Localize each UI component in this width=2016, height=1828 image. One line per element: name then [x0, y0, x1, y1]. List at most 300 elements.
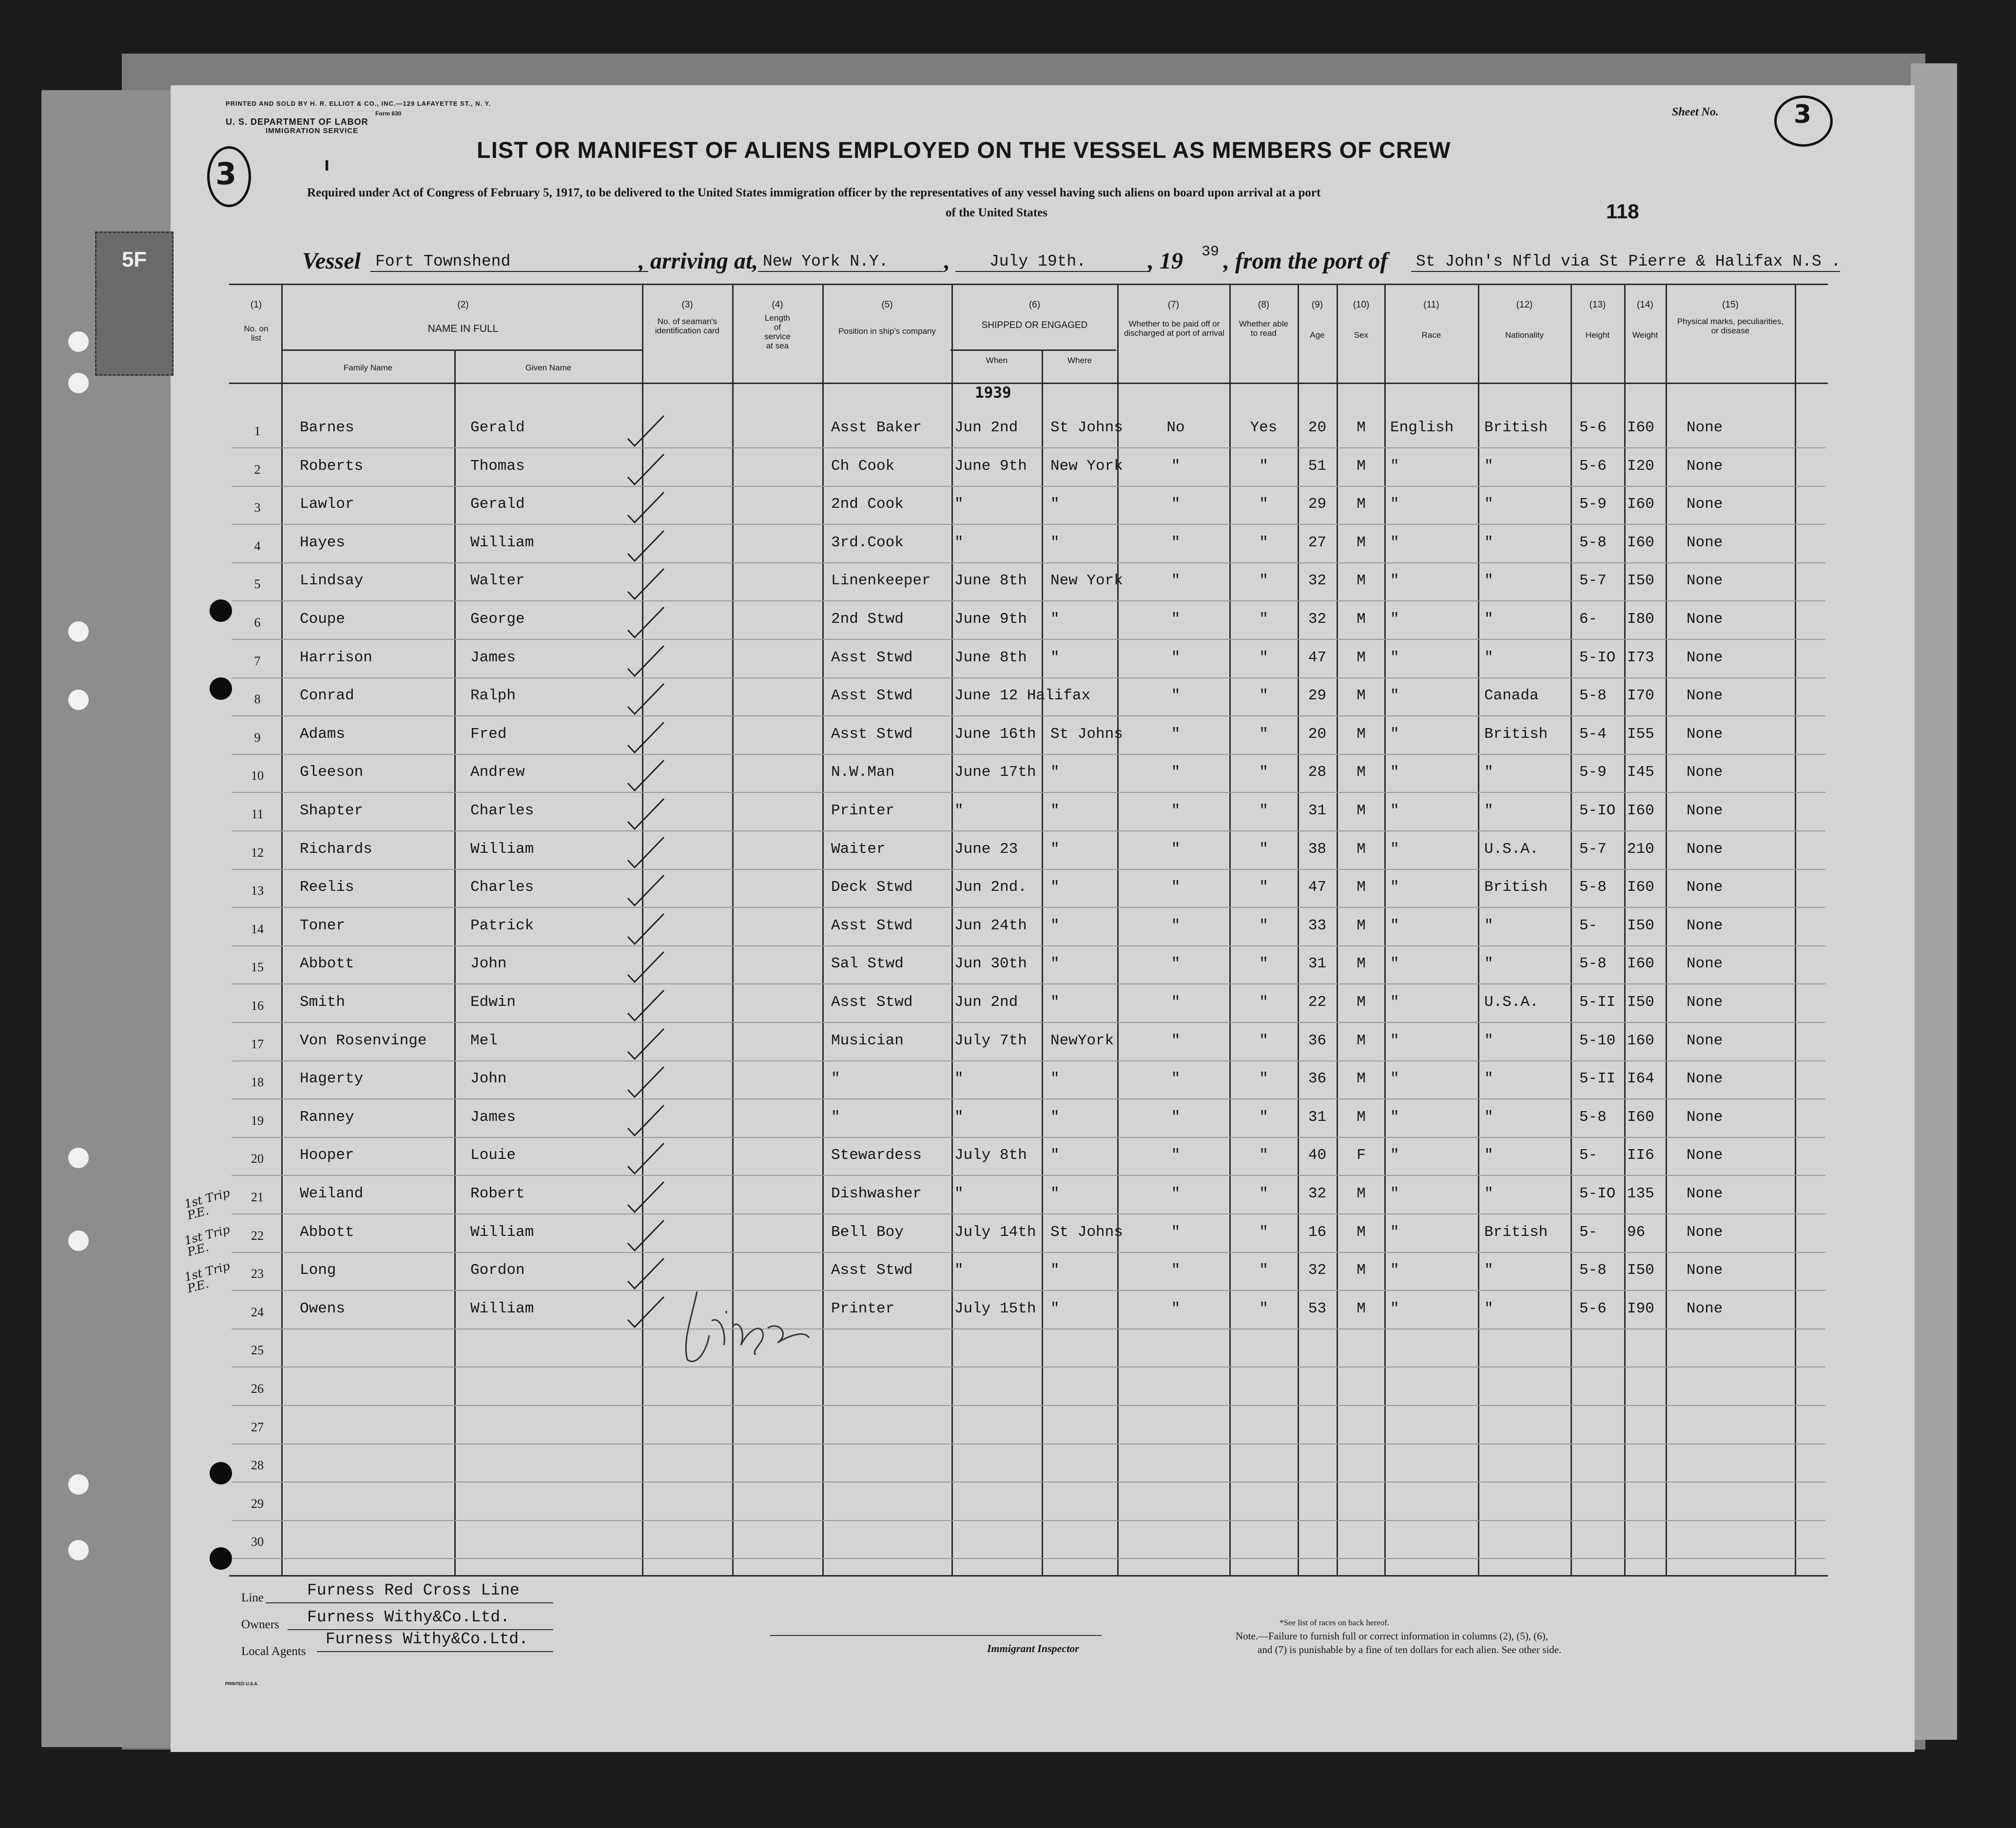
sheet-number-label: Sheet No.	[1672, 106, 1719, 118]
header-bottom-rule	[229, 383, 1828, 384]
cell-age: 22	[1308, 994, 1327, 1011]
cell-race: "	[1390, 725, 1399, 743]
cell-nationality: U.S.A.	[1484, 840, 1539, 858]
cell-read: "	[1259, 1032, 1268, 1049]
revenue-stamp	[95, 231, 174, 376]
row-number: 23	[251, 1267, 264, 1281]
cell-race: "	[1390, 572, 1399, 590]
cell-race: "	[1390, 802, 1399, 819]
col-divider	[951, 284, 953, 1575]
cell-weight: I50	[1627, 572, 1654, 590]
cell-family: Gleeson	[300, 764, 364, 781]
cell-where: "	[1050, 917, 1060, 934]
cell-given: William	[470, 534, 534, 551]
cell-family: Von Rosenvinge	[300, 1032, 427, 1049]
cell-nationality: "	[1484, 1185, 1493, 1202]
cell-given: William	[470, 1300, 534, 1317]
cell-paid: No	[1166, 419, 1185, 436]
cell-race: "	[1390, 1070, 1399, 1088]
row-rule	[232, 1060, 1825, 1061]
stamp-text: 5F	[121, 248, 147, 271]
cell-sex: M	[1357, 1032, 1366, 1049]
cell-paid: "	[1171, 917, 1181, 934]
race-note: *See list of races on back hereof.	[1279, 1618, 1390, 1627]
cell-age: 33	[1308, 917, 1327, 934]
check-mark	[624, 910, 668, 951]
cell-when: Jun 2nd	[954, 419, 1018, 436]
cell-age: 40	[1308, 1147, 1327, 1164]
sheet-number-value: 3	[1794, 100, 1812, 129]
row-number: 17	[251, 1037, 264, 1051]
cell-marks: None	[1686, 649, 1723, 666]
cell-sex: F	[1357, 1147, 1366, 1164]
row-number: 16	[251, 999, 264, 1013]
owners-label: Owners	[241, 1618, 279, 1631]
row-number: 13	[251, 884, 264, 898]
check-mark	[624, 450, 668, 492]
cell-read: "	[1259, 764, 1268, 781]
cell-given: William	[470, 840, 534, 858]
row-number: 9	[254, 730, 261, 745]
cell-family: Reelis	[300, 879, 354, 896]
row-number: 19	[251, 1113, 264, 1128]
inspector-signature	[678, 1277, 819, 1374]
cell-height: 5-IO	[1579, 1185, 1616, 1202]
cell-position: Asst Stwd	[831, 687, 913, 705]
cell-sex: M	[1357, 879, 1366, 896]
cell-weight: I60	[1627, 879, 1654, 896]
cell-weight: I64	[1627, 1070, 1654, 1088]
cell-height: 5-8	[1579, 879, 1607, 896]
cell-when: "	[954, 1070, 964, 1088]
cell-given: Walter	[470, 572, 525, 590]
cell-weight: I70	[1627, 687, 1654, 705]
cell-weight: I60	[1627, 534, 1654, 551]
cell-nationality: "	[1484, 1032, 1493, 1049]
row-rule	[232, 754, 1825, 755]
cell-sex: M	[1357, 419, 1366, 436]
cell-age: 47	[1308, 879, 1327, 896]
cell-given: Andrew	[470, 764, 525, 781]
col2-family-label: Family Name	[343, 363, 393, 372]
col12-label: Nationality	[1505, 330, 1544, 340]
cell-sex: M	[1357, 802, 1366, 819]
cell-family: Adams	[300, 725, 346, 743]
cell-position: Asst Stwd	[831, 725, 913, 743]
cell-where: St Johns	[1050, 725, 1123, 743]
cell-family: Toner	[300, 917, 346, 934]
cell-paid: "	[1171, 534, 1181, 551]
cell-sex: M	[1357, 917, 1366, 934]
col1-number: (1)	[250, 300, 262, 310]
col1-label: No. on list	[244, 324, 269, 343]
col-divider	[1042, 349, 1043, 1575]
cell-where: "	[1050, 649, 1060, 666]
cell-when: June 23	[954, 840, 1018, 858]
punch-hole	[68, 1540, 89, 1560]
col10-label: Sex	[1354, 330, 1369, 340]
col7-label: Whether to be paid off or discharged at port of arrival	[1124, 319, 1224, 338]
cell-when: "	[954, 1185, 964, 1202]
cell-where: St Johns	[1050, 1223, 1123, 1241]
cell-height: 5-8	[1579, 534, 1607, 551]
cell-where: "	[1050, 994, 1060, 1011]
cell-weight: 210	[1627, 840, 1654, 858]
cell-read: "	[1259, 687, 1268, 705]
cell-age: 28	[1308, 764, 1327, 781]
cell-when: "	[954, 802, 964, 819]
cell-nationality: "	[1484, 917, 1493, 934]
col15-number: (15)	[1722, 300, 1739, 310]
cell-nationality: "	[1484, 802, 1493, 819]
departure-port: St John's Nfld via St Pierre & Halifax N.S .	[1416, 252, 1841, 270]
cell-given: Fred	[470, 725, 507, 743]
cell-read: "	[1259, 457, 1268, 475]
row-rule	[232, 1366, 1825, 1367]
service-name: IMMIGRATION SERVICE	[266, 127, 359, 135]
cell-family: Roberts	[300, 457, 364, 475]
page-number: 118	[1606, 200, 1639, 223]
cell-position: Sal Stwd	[831, 955, 904, 973]
cell-weight: 135	[1627, 1185, 1654, 1202]
cell-sex: M	[1357, 1070, 1366, 1088]
punch-hole	[68, 1148, 89, 1168]
row-number: 29	[251, 1496, 264, 1511]
year-prefix: , 19	[1148, 248, 1183, 274]
check-mark	[624, 1178, 668, 1219]
cell-weight: I60	[1627, 955, 1654, 973]
cell-read: "	[1259, 1070, 1268, 1088]
cell-age: 20	[1308, 419, 1327, 436]
row-rule	[232, 830, 1825, 831]
cell-given: Thomas	[470, 457, 525, 475]
cell-height: 5-6	[1579, 457, 1607, 475]
col8-number: (8)	[1258, 300, 1270, 310]
cell-sex: M	[1357, 994, 1366, 1011]
cell-age: 29	[1308, 496, 1327, 513]
cell-weight: I73	[1627, 649, 1654, 666]
cell-where: "	[1050, 496, 1060, 513]
cell-family: Lindsay	[300, 572, 364, 590]
cell-nationality: "	[1484, 611, 1493, 628]
row-number: 12	[251, 845, 264, 860]
cell-weight: I50	[1627, 1262, 1654, 1279]
row-number: 22	[251, 1228, 264, 1243]
check-mark	[624, 488, 668, 530]
cell-nationality: British	[1484, 725, 1548, 743]
cell-nationality: "	[1484, 649, 1493, 666]
cell-family: Abbott	[300, 1223, 354, 1241]
row-number: 20	[251, 1152, 264, 1166]
cell-nationality: "	[1484, 534, 1493, 551]
date-separator: ,	[943, 248, 949, 274]
col6-where-label: Where	[1067, 356, 1092, 365]
cell-marks: None	[1686, 1108, 1723, 1126]
cell-where: New York	[1050, 572, 1123, 590]
agents-underline	[317, 1651, 553, 1652]
cell-weight: I80	[1627, 611, 1654, 628]
cell-height: 5-	[1579, 917, 1598, 934]
cell-where: "	[1050, 1108, 1060, 1126]
cell-nationality: British	[1484, 1223, 1548, 1241]
cell-age: 32	[1308, 611, 1327, 628]
cell-age: 29	[1308, 687, 1327, 705]
table-top-rule	[229, 284, 1828, 285]
check-mark	[624, 527, 668, 568]
row-rule	[232, 1558, 1825, 1559]
cell-sex: M	[1357, 1223, 1366, 1241]
cell-marks: None	[1686, 1300, 1723, 1317]
col6-label: SHIPPED OR ENGAGED	[981, 320, 1088, 330]
cell-paid: "	[1171, 1300, 1181, 1317]
cell-sex: M	[1357, 649, 1366, 666]
cell-read: "	[1259, 802, 1268, 819]
binder-hole	[210, 599, 232, 622]
row-rule	[232, 486, 1825, 487]
cell-paid: "	[1171, 1108, 1181, 1126]
row-number: 25	[251, 1343, 264, 1358]
cell-weight: I50	[1627, 917, 1654, 934]
col9-label: Age	[1310, 330, 1325, 340]
cell-when: July 8th	[954, 1147, 1027, 1164]
cell-position: Stewardess	[831, 1147, 922, 1164]
cell-paid: "	[1171, 764, 1181, 781]
row-rule	[232, 639, 1825, 640]
cell-family: Shapter	[300, 802, 364, 819]
cell-given: John	[470, 955, 507, 973]
cell-paid: "	[1171, 802, 1181, 819]
check-mark	[624, 1254, 668, 1296]
col-divider	[1795, 284, 1796, 1575]
cell-position: Deck Stwd	[831, 879, 913, 896]
cell-when: June 16th	[954, 725, 1036, 743]
check-mark	[624, 1139, 668, 1181]
binder-hole	[210, 1462, 232, 1484]
col2-label: NAME IN FULL	[427, 323, 499, 334]
row-rule	[232, 524, 1825, 525]
cell-age: 31	[1308, 802, 1327, 819]
cell-sex: M	[1357, 840, 1366, 858]
punch-hole	[68, 1474, 89, 1495]
cell-family: Hayes	[300, 534, 346, 551]
cell-paid: "	[1171, 840, 1181, 858]
form-number: Form 630	[375, 110, 402, 117]
cell-weight: I90	[1627, 1300, 1654, 1317]
cell-family: Smith	[300, 994, 346, 1011]
cell-position: Waiter	[831, 840, 886, 858]
cell-family: Richards	[300, 840, 372, 858]
row-rule	[232, 907, 1825, 908]
row-number: 18	[251, 1075, 264, 1090]
cell-paid: "	[1171, 1070, 1181, 1088]
margin-note: 1st Trip P.E.	[183, 1222, 232, 1259]
cell-marks: None	[1686, 994, 1723, 1011]
cell-family: Harrison	[300, 649, 372, 666]
cell-height: 5-6	[1579, 419, 1607, 436]
check-mark	[624, 1063, 668, 1104]
row-number: 6	[254, 616, 261, 630]
cell-given: Robert	[470, 1185, 525, 1202]
punch-hole	[68, 1231, 89, 1251]
cell-race: "	[1390, 764, 1399, 781]
cell-paid: "	[1171, 611, 1181, 628]
cell-where: "	[1050, 879, 1060, 896]
cell-position: Dishwasher	[831, 1185, 922, 1202]
check-mark	[624, 680, 668, 721]
cell-height: 5-10	[1579, 1032, 1616, 1049]
row-rule	[232, 869, 1825, 870]
row-number: 28	[251, 1458, 264, 1473]
cell-when: "	[954, 1108, 964, 1126]
cell-family: Long	[300, 1262, 336, 1279]
row-number: 4	[254, 539, 261, 553]
cell-family: Hagerty	[300, 1070, 364, 1088]
row-number: 1	[254, 424, 261, 438]
cell-paid: "	[1171, 572, 1181, 590]
col-divider	[454, 349, 456, 1575]
col14-label: Weight	[1632, 330, 1658, 340]
cell-where: "	[1050, 1262, 1060, 1279]
row-number: 5	[254, 577, 261, 592]
cell-race: "	[1390, 917, 1399, 934]
cell-family: Coupe	[300, 611, 346, 628]
cell-height: 5-9	[1579, 764, 1607, 781]
cell-read: "	[1259, 840, 1268, 858]
cell-read: "	[1259, 917, 1268, 934]
cell-nationality: "	[1484, 1108, 1493, 1126]
row-rule	[232, 945, 1825, 946]
cell-sex: M	[1357, 611, 1366, 628]
penalty-note-line-2: and (7) is punishable by a fine of ten dollars for each alien. See other side.	[1258, 1644, 1562, 1655]
cell-height: 5-8	[1579, 955, 1607, 973]
cell-height: 5-7	[1579, 840, 1607, 858]
col4-label: Length of service at sea	[764, 313, 791, 350]
cell-when: Jun 30th	[954, 955, 1027, 973]
arrival-port: New York N.Y.	[763, 252, 889, 270]
check-mark	[624, 795, 668, 836]
cell-age: 36	[1308, 1032, 1327, 1049]
agents-value: Furness Withy&Co.Ltd.	[326, 1630, 528, 1648]
cell-sex: M	[1357, 955, 1366, 973]
row-rule	[232, 1098, 1825, 1099]
cell-paid: "	[1171, 994, 1181, 1011]
cell-paid: "	[1171, 1147, 1181, 1164]
department-name: U. S. DEPARTMENT OF LABOR	[226, 117, 368, 127]
arrival-date: July 19th.	[989, 252, 1086, 270]
col9-number: (9)	[1311, 300, 1323, 310]
cell-weight: I60	[1627, 419, 1654, 436]
cell-nationality: "	[1484, 1262, 1493, 1279]
cell-when: July 7th	[954, 1032, 1027, 1049]
penalty-note-line-1: Note.—Failure to furnish full or correct information in columns (2), (5), (6),	[1236, 1630, 1548, 1642]
cell-position: N.W.Man	[831, 764, 895, 781]
cell-marks: None	[1686, 687, 1723, 705]
cell-nationality: "	[1484, 1070, 1493, 1088]
row-number: 24	[251, 1305, 264, 1319]
cell-family: Barnes	[300, 419, 354, 436]
vessel-underline	[370, 271, 648, 272]
row-number: 7	[254, 654, 261, 668]
check-mark	[624, 1101, 668, 1143]
row-number: 2	[254, 462, 261, 477]
cell-position: Asst Stwd	[831, 994, 913, 1011]
agents-label: Local Agents	[241, 1645, 306, 1658]
cell-paid: "	[1171, 1223, 1181, 1241]
cell-height: 5-8	[1579, 687, 1607, 705]
cell-marks: None	[1686, 534, 1723, 551]
line-value: Furness Red Cross Line	[307, 1581, 520, 1599]
cell-weight: 96	[1627, 1223, 1646, 1241]
cell-nationality: British	[1484, 879, 1548, 896]
cell-sex: M	[1357, 1262, 1366, 1279]
cell-race: "	[1390, 994, 1399, 1011]
col10-number: (10)	[1353, 300, 1370, 310]
cell-when: June 8th	[954, 572, 1027, 590]
cell-read: "	[1259, 1262, 1268, 1279]
cell-where: "	[1050, 802, 1060, 819]
col5-number: (5)	[881, 300, 893, 310]
cell-position: 2nd Cook	[831, 496, 904, 513]
cell-height: 5-4	[1579, 725, 1607, 743]
cell-family: Owens	[300, 1300, 346, 1317]
col-divider	[732, 284, 734, 1575]
cell-paid: "	[1171, 1032, 1181, 1049]
cell-marks: None	[1686, 572, 1723, 590]
cell-given: Gerald	[470, 496, 525, 513]
cell-race: "	[1390, 1108, 1399, 1126]
inspector-signature-line	[770, 1635, 1102, 1636]
cell-height: 5-8	[1579, 1262, 1607, 1279]
col-divider	[1570, 284, 1572, 1575]
row-rule	[232, 1022, 1825, 1023]
cell-height: 5-IO	[1579, 802, 1616, 819]
cell-nationality: "	[1484, 1300, 1493, 1317]
cell-age: 32	[1308, 572, 1327, 590]
cell-when: June 9th	[954, 611, 1027, 628]
cell-when: "	[954, 496, 964, 513]
row-rule	[232, 1520, 1825, 1521]
cell-read: "	[1259, 725, 1268, 743]
cell-position: Musician	[831, 1032, 904, 1049]
cell-race: "	[1390, 1147, 1399, 1164]
row-number: 27	[251, 1420, 264, 1434]
cell-weight: I20	[1627, 457, 1654, 475]
cell-race: "	[1390, 1032, 1399, 1049]
check-mark	[624, 412, 668, 453]
cell-where: "	[1050, 764, 1060, 781]
cell-sex: M	[1357, 534, 1366, 551]
cell-race: "	[1390, 534, 1399, 551]
cell-position: "	[831, 1070, 840, 1088]
cell-family: Ranney	[300, 1108, 354, 1126]
punch-hole	[68, 331, 89, 352]
row-rule	[232, 1137, 1825, 1138]
cell-where: New York	[1050, 457, 1123, 475]
check-mark	[624, 833, 668, 875]
page-title: LIST OR MANIFEST OF ALIENS EMPLOYED ON THE VESSEL AS MEMBERS OF CREW	[477, 137, 1451, 163]
cell-height: 5-II	[1579, 1070, 1616, 1088]
col15-label: Physical marks, peculiarities, or disease	[1677, 317, 1784, 335]
cell-height: 6-	[1579, 611, 1598, 628]
row-rule	[232, 1443, 1825, 1444]
cell-marks: None	[1686, 457, 1723, 475]
col12-number: (12)	[1516, 300, 1533, 310]
cell-when: July 14th	[954, 1223, 1036, 1241]
cell-nationality: "	[1484, 955, 1493, 973]
cell-position: Printer	[831, 802, 895, 819]
cell-marks: None	[1686, 1262, 1723, 1279]
col14-number: (14)	[1637, 300, 1653, 310]
